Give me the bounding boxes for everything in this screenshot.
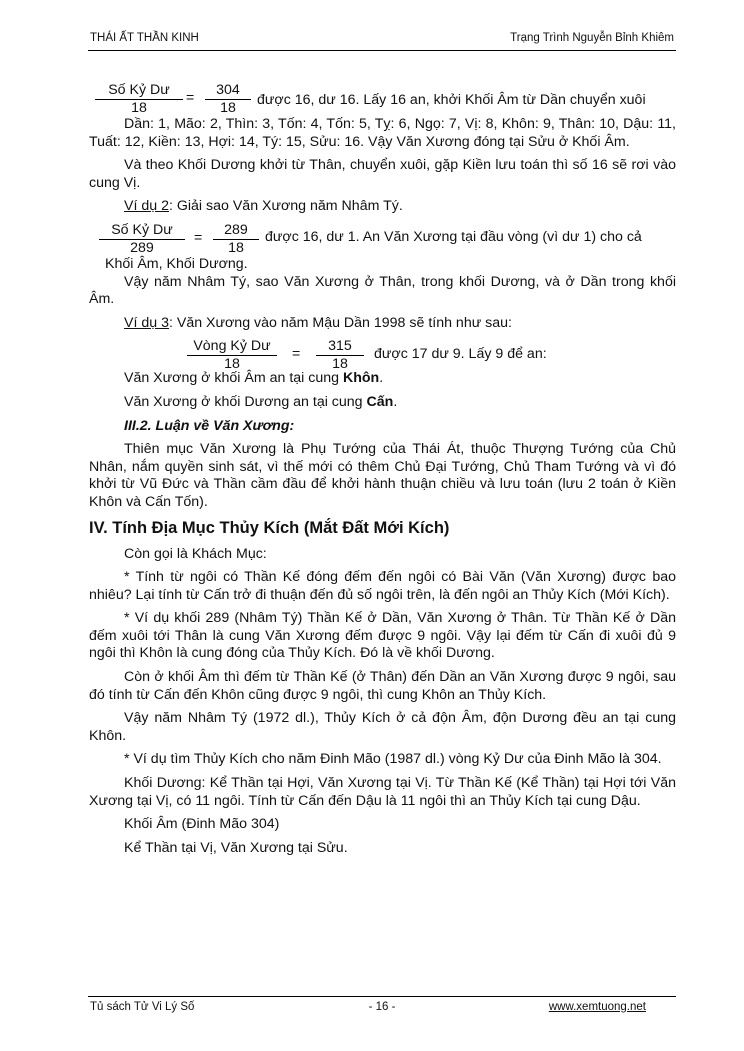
example-text: : Giải sao Văn Xương năm Nhâm Tý. xyxy=(168,198,403,215)
paragraph: Văn Xương ở khối Âm an tại cung Khôn. xyxy=(124,370,384,387)
page-header xyxy=(90,32,674,50)
paragraph: Còn gọi là Khách Mục: xyxy=(124,545,267,562)
fraction-denominator: 18 xyxy=(131,100,147,116)
fraction-result-text: được 16, dư 1. An Văn Xương tại đầu vòng (vì dư 1) cho cả xyxy=(265,228,642,245)
paragraph: Khối Âm (Đinh Mão 304) xyxy=(124,816,280,833)
fraction-denominator: 18 xyxy=(220,100,236,116)
fraction-numerator: 304 xyxy=(205,82,251,100)
equals-sign: = xyxy=(194,229,203,246)
footer-website-link[interactable]: www.xemtuong.net xyxy=(548,1001,646,1013)
fraction-numerator: Số Kỷ Dư xyxy=(99,222,185,240)
header-rule xyxy=(88,50,676,51)
paragraph: * Ví dụ tìm Thủy Kích cho năm Đinh Mão (1987 dl.) vòng Kỷ Dư của Đinh Mão là 304. xyxy=(124,751,662,768)
paragraph: Còn ở khối Âm thì đếm từ Thần Kế (ở Thân) đến Dần an Văn Xương được 9 ngôi, sau đó tính từ Cấn đến Khôn cũng được 9 ngôi, thì cung Khôn an Thủy Kích. xyxy=(89,669,676,703)
paragraph: Vậy năm Nhâm Tý, sao Văn Xương ở Thân, trong khối Dương, và ở Dần trong khối Âm. xyxy=(89,273,676,308)
footer-series: Tủ sách Tử Vi Lý Số xyxy=(90,1001,195,1013)
paragraph: Vậy năm Nhâm Tý (1972 dl.), Thủy Kích ở cả độn Âm, độn Dương đều an tại cung Khôn. xyxy=(89,710,676,744)
emphasis-bold: Khôn xyxy=(342,370,380,387)
fraction-left xyxy=(95,82,183,116)
emphasis-bold: Cấn xyxy=(366,393,394,410)
fraction-denominator: 18 xyxy=(228,239,244,256)
page-number: - 16 - xyxy=(368,1001,396,1013)
equals-sign: = xyxy=(292,346,301,363)
paragraph: Văn Xương ở khối Dương an tại cung Cấn. xyxy=(124,393,398,410)
fraction-left xyxy=(99,222,185,256)
fraction-numerator: Vòng Kỷ Dư xyxy=(187,338,277,356)
fraction-right xyxy=(316,338,364,372)
fraction-right xyxy=(213,222,259,256)
page-body xyxy=(89,82,676,863)
fraction-denominator: 289 xyxy=(130,239,154,256)
fraction-result-text: được 16, dư 16. Lấy 16 an, khởi Khối Âm từ Dần chuyển xuôi xyxy=(257,92,646,108)
fraction-numerator: 315 xyxy=(316,338,364,356)
header-author: Trạng Trình Nguyễn Bỉnh Khiêm xyxy=(510,32,674,44)
example-text: : Văn Xương vào năm Mậu Dần 1998 sẽ tính như sau: xyxy=(168,314,512,331)
fraction-left xyxy=(187,338,277,372)
paragraph: Kể Thần tại Vị, Văn Xương tại Sửu. xyxy=(124,839,348,856)
equals-sign: = xyxy=(186,90,195,106)
sub-heading: III.2. Luận về Văn Xương: xyxy=(124,417,295,434)
fraction-line-1 xyxy=(89,82,676,120)
paragraph: * Ví dụ khối 289 (Nhâm Tý) Thần Kế ở Dần, Văn Xương ở Thân. Từ Thần Kế ở Dần đếm xuôi tới Thân là cung Văn Xương đếm được 9 ngôi. Vậy lại đếm từ Cấn đi xuôi đủ 9 ngôi thì Khôn là cung đóng của Thủy Kích. Đó là về khối Dương. xyxy=(89,610,676,662)
fraction-numerator: 289 xyxy=(213,222,259,240)
fraction-denominator: 18 xyxy=(224,356,240,373)
paragraph: Khối Âm, Khối Dương. xyxy=(105,255,248,272)
fraction-line-3 xyxy=(89,338,676,376)
fraction-line-2 xyxy=(89,222,676,260)
paragraph: Thiên mục Văn Xương là Phụ Tướng của Thái Át, thuộc Thượng Tướng của Chủ Nhân, nắm quyền sinh sát, vì thế mới có thêm Chủ Đại Tướng, Chủ Tham Tướng và vì đó khởi từ Vũ Đức và Thần cầm đầu để khởi hành thuận chiều và lưu toán (lưu 2 toán ở Kiền Khôn và Cấn Tốn). xyxy=(89,441,676,510)
example-3 xyxy=(89,315,676,333)
example-label: Ví dụ 2 xyxy=(124,198,169,215)
example-2 xyxy=(89,198,676,216)
fraction-result-text: được 17 dư 9. Lấy 9 để an: xyxy=(374,346,547,363)
paragraph: * Tính từ ngôi có Thần Kế đóng đếm đến ngôi có Bài Văn (Văn Xương) được bao nhiêu? Lại tính từ Cấn trở đi thuận đến đủ số ngôi trên, là đến ngôi an Thủy Kích (Mới Kích). xyxy=(89,569,676,603)
paragraph: Dần: 1, Mão: 2, Thìn: 3, Tốn: 4, Tốn: 5, Tỵ: 6, Ngọ: 7, Vị: 8, Khôn: 9, Thân: 10, Dậu: 11, Tuất: 12, Kiền: 13, Hợi: 14, Tý: 15, Sửu: 16. Vậy Văn Xương đóng tại Sửu ở Khối Âm. xyxy=(89,116,676,150)
fraction-right xyxy=(205,82,251,116)
section-heading: IV. Tính Địa Mục Thủy Kích (Mắt Đất Mới Kích) xyxy=(89,518,450,537)
example-label: Ví dụ 3 xyxy=(124,314,169,331)
page-footer xyxy=(90,1001,674,1019)
footer-rule xyxy=(88,996,676,997)
paragraph: Và theo Khối Dương khởi từ Thân, chuyển xuôi, gặp Kiền lưu toán thì số 16 sẽ rơi vào cung Vị. xyxy=(89,157,676,191)
fraction-denominator: 18 xyxy=(332,356,348,373)
paragraph: Khối Dương: Kể Thần tại Hợi, Văn Xương tại Vị. Từ Thần Kế (Kể Thần) tại Hợi tới Văn Xương tại Vị, có 11 ngôi. Tính từ Cấn đến Dậu là 11 ngôi thì an Thủy Kích tại cung Dậu. xyxy=(89,775,676,809)
fraction-numerator: Số Kỷ Dư xyxy=(95,82,183,100)
header-book-title: THÁI ẤT THẦN KINH xyxy=(90,32,199,44)
